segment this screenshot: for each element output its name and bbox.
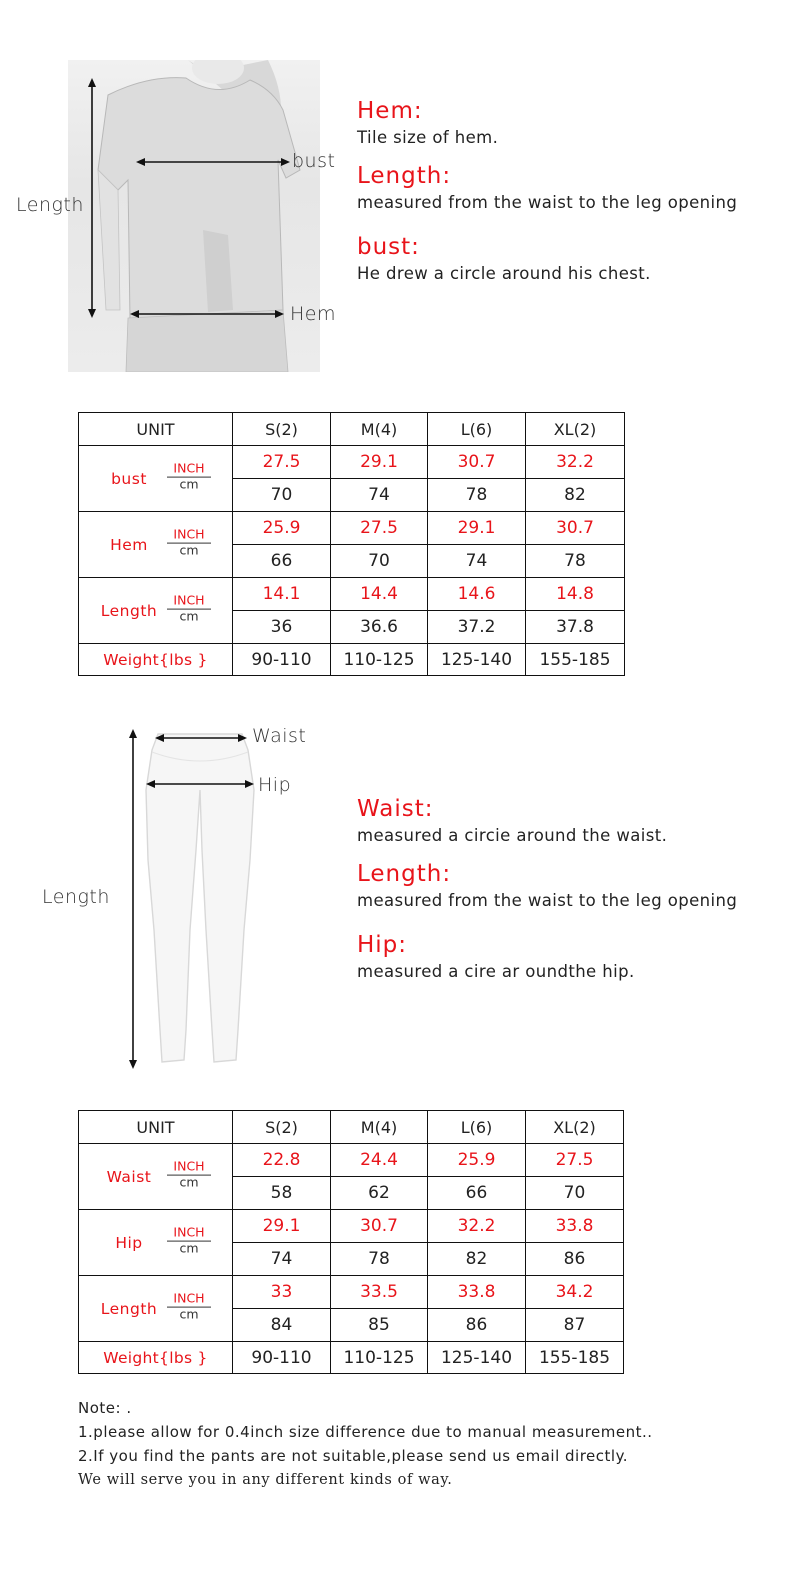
table-row [79,578,625,611]
cm-value: 37.2 [428,611,526,644]
header-size-l: L(6) [428,413,526,446]
weight-value: 110-125 [331,644,428,676]
unit-inch: INCH [167,527,211,543]
unit-fraction [167,527,211,557]
inch-value: 30.7 [331,1210,428,1243]
header-unit: UNIT [79,413,233,446]
hip-arrow-icon [146,777,254,791]
definition-text-length: measured from the waist to the leg opening [357,891,738,910]
measure-name: Hem [110,535,148,554]
measure-name: bust [111,469,147,488]
pants-length-label: Length [42,886,110,908]
cm-value: 82 [526,479,625,512]
inch-value: 25.9 [428,1144,526,1177]
table-header-row [79,413,625,446]
measure-name: Length [100,601,158,620]
weight-label-cell [79,1342,233,1374]
inch-value: 27.5 [331,512,428,545]
cm-value: 86 [526,1243,624,1276]
inch-value: 32.2 [526,446,625,479]
cm-value: 82 [428,1243,526,1276]
inch-value: 29.1 [331,446,428,479]
note-line-1: 1.please allow for 0.4inch size difference due to manual measurement.. [78,1423,653,1441]
measure-name: Hip [115,1233,143,1252]
cm-value: 84 [233,1309,331,1342]
unit-fraction [167,461,211,491]
inch-value: 29.1 [428,512,526,545]
unit-inch: INCH [167,461,211,477]
inch-value: 27.5 [233,446,331,479]
measure-label-cell [79,1144,233,1210]
measure-label-cell [79,512,233,578]
cm-value: 85 [331,1309,428,1342]
waist-label: Waist [252,725,307,747]
length-arrow-icon [84,78,100,318]
header-size-xl: XL(2) [526,413,625,446]
cm-value: 66 [233,545,331,578]
cm-value: 86 [428,1309,526,1342]
weight-value: 125-140 [428,1342,526,1374]
inch-value: 24.4 [331,1144,428,1177]
definition-title-length: Length: [357,861,452,887]
cm-value: 74 [233,1243,331,1276]
cm-value: 70 [233,479,331,512]
definition-text-hip: measured a cire ar oundthe hip. [357,962,635,981]
unit-inch: INCH [167,593,211,609]
definition-title-bust: bust: [357,234,420,260]
pants-length-arrow-icon [125,729,141,1069]
inch-value: 14.6 [428,578,526,611]
hip-label: Hip [258,774,292,796]
cm-value: 66 [428,1177,526,1210]
weight-value: 110-125 [331,1342,428,1374]
length-label: Length [16,194,84,216]
cm-value: 70 [331,545,428,578]
measure-label-cell [79,1276,233,1342]
definition-title-hip: Hip: [357,932,408,958]
definition-title-hem: Hem: [357,98,423,124]
table-row [79,1276,624,1309]
bust-arrow-icon [136,155,290,169]
inch-value: 33.8 [526,1210,624,1243]
table-row [79,1210,624,1243]
weight-value: 155-185 [526,1342,624,1374]
bottom-definitions [357,796,737,981]
definition-text-bust: He drew a circle around his chest. [357,264,651,283]
cm-value: 70 [526,1177,624,1210]
unit-inch: INCH [167,1159,211,1175]
cm-value: 87 [526,1309,624,1342]
inch-value: 33 [233,1276,331,1309]
table-row [79,1144,624,1177]
inch-value: 25.9 [233,512,331,545]
weight-row [79,644,625,676]
unit-fraction [167,1225,211,1255]
waist-arrow-icon [155,731,247,745]
cm-value: 62 [331,1177,428,1210]
table-row [79,446,625,479]
unit-inch: INCH [167,1225,211,1241]
definition-title-waist: Waist: [357,796,434,822]
inch-value: 30.7 [526,512,625,545]
cm-value: 37.8 [526,611,625,644]
unit-inch: INCH [167,1291,211,1307]
header-size-l: L(6) [428,1111,526,1144]
top-definitions [357,98,737,283]
cm-value: 74 [428,545,526,578]
unit-cm: cm [179,1306,199,1322]
header-size-xl: XL(2) [526,1111,624,1144]
inch-value: 33.5 [331,1276,428,1309]
hem-label: Hem [290,303,336,325]
measure-name: Waist [106,1167,152,1186]
cm-value: 36.6 [331,611,428,644]
cm-value: 78 [526,545,625,578]
unit-cm: cm [179,1174,199,1190]
inch-value: 14.1 [233,578,331,611]
unit-fraction [167,1159,211,1189]
definition-text-length: measured from the waist to the leg opening [357,193,738,212]
table-row [79,512,625,545]
inch-value: 27.5 [526,1144,624,1177]
weight-row [79,1342,624,1374]
top-size-table [78,412,625,676]
cm-value: 78 [428,479,526,512]
note-heading: Note: . [78,1399,132,1417]
weight-label: Weight{lbs } [103,650,208,669]
weight-value: 90-110 [233,644,331,676]
measure-label-cell [79,446,233,512]
cm-value: 74 [331,479,428,512]
cm-value: 78 [331,1243,428,1276]
table-header-row [79,1111,624,1144]
note-line-3: We will serve you in any different kinds of way. [78,1472,453,1488]
weight-value: 155-185 [526,644,625,676]
measure-label-cell [79,578,233,644]
weight-value: 125-140 [428,644,526,676]
weight-value: 90-110 [233,1342,331,1374]
cm-value: 36 [233,611,331,644]
unit-cm: cm [179,608,199,624]
unit-cm: cm [179,1240,199,1256]
hem-arrow-icon [130,307,284,321]
shirt-photo [68,60,320,372]
cm-value: 58 [233,1177,331,1210]
inch-value: 29.1 [233,1210,331,1243]
unit-cm: cm [179,476,199,492]
inch-value: 32.2 [428,1210,526,1243]
header-size-s: S(2) [233,1111,331,1144]
shirt-illustration [68,60,320,372]
inch-value: 33.8 [428,1276,526,1309]
measure-label-cell [79,1210,233,1276]
measure-name: Length [100,1299,158,1318]
bust-label: bust [292,150,336,172]
inch-value: 30.7 [428,446,526,479]
weight-label-cell [79,644,233,676]
weight-label: Weight{lbs } [103,1348,208,1367]
unit-fraction [167,1291,211,1321]
definition-text-hem: Tile size of hem. [357,128,499,147]
bottom-size-table [78,1110,624,1374]
inch-value: 34.2 [526,1276,624,1309]
unit-cm: cm [179,542,199,558]
header-size-m: M(4) [331,413,428,446]
header-size-s: S(2) [233,413,331,446]
unit-fraction [167,593,211,623]
note-line-2: 2.If you find the pants are not suitable,please send us email directly. [78,1447,629,1465]
definition-text-waist: measured a circie around the waist. [357,826,668,845]
notes-block [78,1396,653,1492]
definition-title-length: Length: [357,163,452,189]
inch-value: 14.4 [331,578,428,611]
inch-value: 14.8 [526,578,625,611]
inch-value: 22.8 [233,1144,331,1177]
header-size-m: M(4) [331,1111,428,1144]
header-unit: UNIT [79,1111,233,1144]
